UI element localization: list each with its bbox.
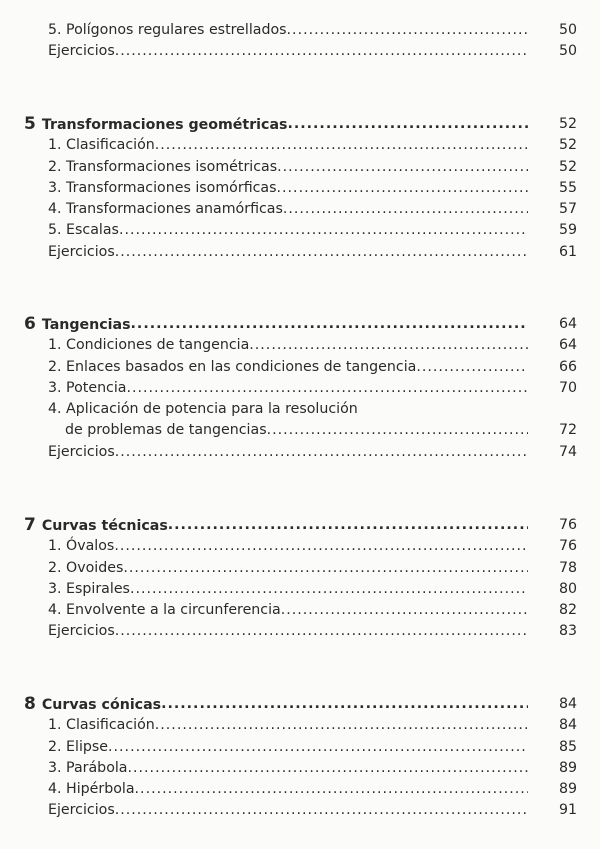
- entry-label: 1. Condiciones de tangencia: [48, 337, 250, 354]
- dot-leader: [287, 20, 528, 41]
- entry-label: 4. Hipérbola: [48, 781, 135, 798]
- toc-entry: [0, 242, 600, 263]
- toc-entry: [0, 20, 600, 41]
- toc-entry: [0, 600, 600, 621]
- page-number: 52: [558, 116, 577, 132]
- entry-label: de problemas de tangencias: [65, 422, 267, 439]
- toc-entry: [0, 41, 600, 62]
- chapter-title: Transformaciones geométricas: [41, 117, 288, 133]
- toc-entry: [0, 135, 600, 156]
- entry-label: 5. Polígonos regulares estrellados: [48, 22, 287, 38]
- page-number: 78: [558, 559, 577, 576]
- page-number: 52: [558, 137, 577, 154]
- chapter-number: 7: [24, 515, 36, 535]
- toc-section: [0, 114, 600, 263]
- dot-leader: [114, 536, 528, 557]
- page-number: 64: [558, 337, 577, 354]
- toc-entry: [0, 157, 600, 178]
- dot-leader: [130, 579, 528, 600]
- toc-entry: [0, 779, 600, 800]
- entry-label: 2. Ovoides: [48, 559, 124, 576]
- dot-leader: [267, 420, 528, 441]
- page-number: 57: [558, 201, 577, 218]
- entry-label: 2. Elipse: [48, 738, 109, 755]
- toc-section: [0, 515, 600, 643]
- chapter-title: Tangencias: [41, 317, 131, 333]
- page-number: 59: [558, 222, 577, 239]
- dot-leader: [127, 378, 529, 399]
- chapter-number: 5: [24, 114, 36, 134]
- toc-entry: [0, 335, 600, 356]
- page-number: 70: [558, 379, 577, 396]
- chapter-number: 6: [24, 314, 36, 334]
- chapter-heading: [0, 314, 600, 335]
- page-number: 89: [558, 759, 577, 776]
- toc-entry: [0, 558, 600, 579]
- toc-entry: [0, 399, 600, 420]
- page-number: 72: [558, 422, 577, 439]
- page-number: 74: [558, 443, 577, 460]
- chapter-heading: [0, 515, 600, 536]
- toc-entry: [0, 442, 600, 463]
- dot-leader: [277, 178, 528, 199]
- page-number: 85: [558, 738, 577, 755]
- page-number: 83: [558, 623, 577, 640]
- page-number: 84: [558, 717, 577, 734]
- dot-leader: [115, 41, 528, 62]
- toc-entry: [0, 621, 600, 642]
- page-number: 52: [558, 158, 577, 175]
- entry-label: 1. Clasificación: [48, 717, 155, 734]
- dot-leader: [281, 600, 528, 621]
- dot-leader: [128, 758, 528, 779]
- dot-leader: [115, 800, 528, 821]
- toc-entry: [0, 378, 600, 399]
- page-number: 82: [558, 602, 577, 619]
- page-number: 66: [558, 358, 577, 375]
- entry-label: Ejercicios: [48, 802, 115, 819]
- page-number: 61: [558, 243, 577, 260]
- page-number: 50: [558, 22, 577, 38]
- toc-section: [0, 694, 600, 822]
- page-number: 50: [558, 43, 577, 60]
- toc-entry: [0, 178, 600, 199]
- toc-entry: [0, 737, 600, 758]
- dot-leader: [115, 621, 528, 642]
- toc-entry: [0, 420, 600, 441]
- entry-label: 3. Espirales: [48, 580, 130, 597]
- toc-entry: [0, 220, 600, 241]
- entry-label: 4. Aplicación de potencia para la resolución: [48, 401, 358, 418]
- entry-label: Ejercicios: [48, 443, 115, 460]
- entry-label: 3. Parábola: [48, 759, 128, 776]
- toc-section: [0, 314, 600, 463]
- dot-leader: [249, 335, 528, 356]
- dot-leader: [131, 314, 528, 336]
- toc-entry: [0, 800, 600, 821]
- page-number: 55: [558, 179, 577, 196]
- entry-label: 2. Transformaciones isométricas: [48, 158, 278, 175]
- chapter-heading: [0, 694, 600, 715]
- page-number: 89: [558, 781, 577, 798]
- entry-label: 1. Clasificación: [48, 137, 155, 154]
- dot-leader: [283, 199, 528, 220]
- page-number: 91: [558, 802, 577, 819]
- chapter-number: 8: [24, 694, 36, 714]
- entry-label: 4. Transformaciones anamórficas: [48, 201, 283, 218]
- toc-entry: [0, 536, 600, 557]
- chapter-title: Curvas cónicas: [41, 697, 162, 713]
- entry-label: Ejercicios: [48, 43, 115, 60]
- entry-label: 1. Óvalos: [48, 538, 115, 555]
- toc-section: [0, 20, 600, 63]
- dot-leader: [135, 779, 528, 800]
- toc-entry: [0, 758, 600, 779]
- toc-entry: [0, 715, 600, 736]
- entry-label: 3. Potencia: [48, 379, 127, 396]
- toc-entry: [0, 357, 600, 378]
- page-number: 76: [558, 538, 577, 555]
- entry-label: 3. Transformaciones isomórficas: [48, 179, 277, 196]
- dot-leader: [108, 737, 528, 758]
- chapter-title: Curvas técnicas: [41, 518, 168, 534]
- page-number: 84: [558, 696, 577, 712]
- dot-leader: [115, 442, 528, 463]
- entry-label: Ejercicios: [48, 623, 115, 640]
- chapter-heading: [0, 114, 600, 135]
- toc-entry: [0, 579, 600, 600]
- dot-leader: [123, 558, 528, 579]
- page-number: 76: [558, 517, 577, 533]
- dot-leader: [161, 694, 528, 716]
- dot-leader: [119, 220, 528, 241]
- dot-leader: [277, 157, 528, 178]
- page-number: 80: [558, 580, 577, 597]
- dot-leader: [416, 357, 528, 378]
- dot-leader: [155, 135, 528, 156]
- dot-leader: [115, 242, 528, 263]
- dot-leader: [287, 114, 528, 136]
- entry-label: 4. Envolvente a la circunferencia: [48, 602, 281, 619]
- entry-label: 2. Enlaces basados en las condiciones de tangencia: [48, 358, 417, 375]
- dot-leader: [155, 715, 528, 736]
- entry-label: Ejercicios: [48, 243, 115, 260]
- toc-entry: [0, 199, 600, 220]
- page-number: 64: [558, 316, 577, 332]
- dot-leader: [168, 515, 528, 537]
- entry-label: 5. Escalas: [48, 222, 119, 239]
